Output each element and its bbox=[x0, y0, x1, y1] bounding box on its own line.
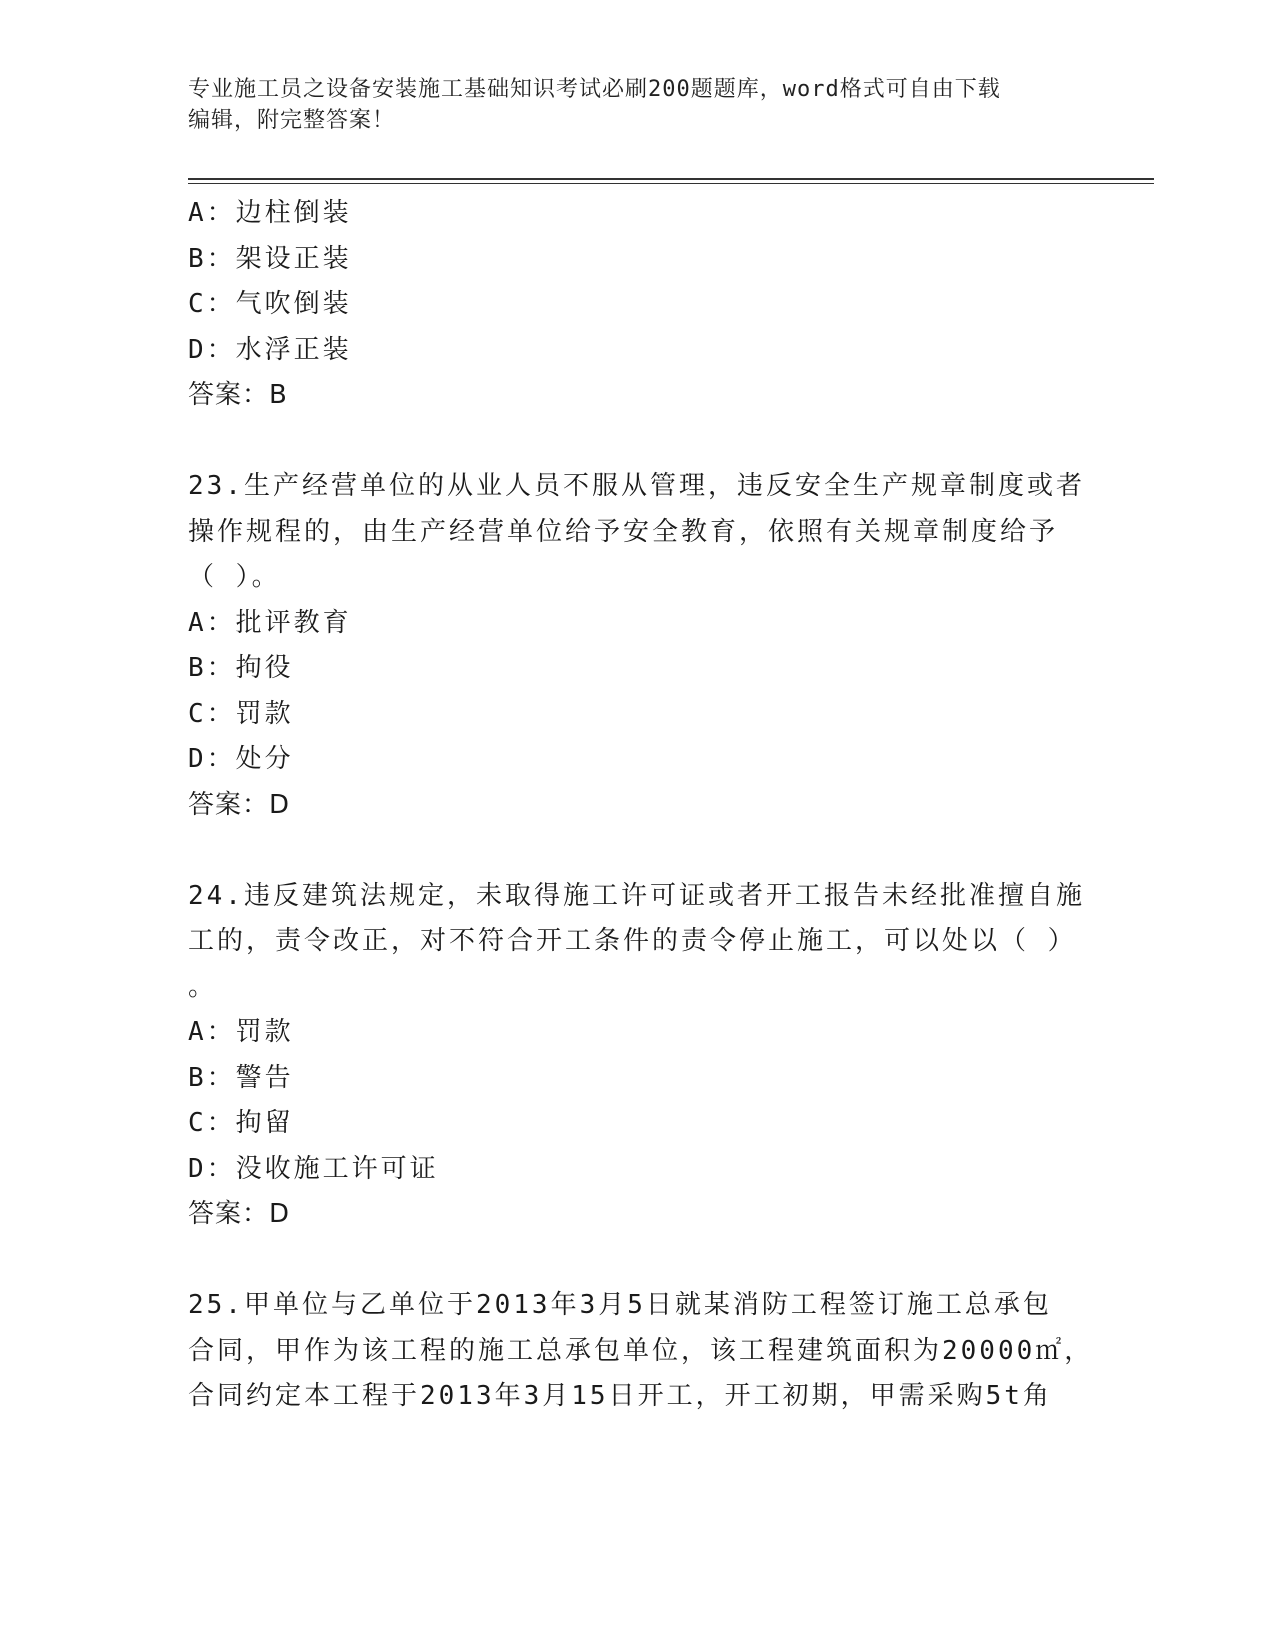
header-line-1: 专业施工员之设备安装施工基础知识考试必刷200题题库，word格式可自由下载 bbox=[188, 77, 1001, 102]
question-stem-line: 合同，甲作为该工程的施工总承包单位，该工程建筑面积为20000㎡， bbox=[188, 1335, 1094, 1366]
question-25 bbox=[188, 1283, 1094, 1420]
answer: 答案：D bbox=[188, 1199, 291, 1229]
question-list bbox=[188, 191, 1094, 1420]
answer: 答案：B bbox=[188, 380, 288, 410]
header-divider-thin bbox=[188, 183, 1154, 184]
option-d: D：水浮正装 bbox=[188, 334, 352, 365]
option-b: B：警告 bbox=[188, 1062, 294, 1093]
question-stem-line: 操作规程的，由生产经营单位给予安全教育，依照有关规章制度给予 bbox=[188, 516, 1059, 547]
option-c: C：气吹倒装 bbox=[188, 289, 352, 319]
spacer bbox=[188, 1238, 1088, 1284]
question-stem-line: 24.违反建筑法规定，未取得施工许可证或者开工报告未经批准擅自施 bbox=[188, 880, 1085, 911]
option-b: B：架设正装 bbox=[188, 243, 352, 274]
spacer bbox=[188, 419, 1088, 465]
answer: 答案：D bbox=[188, 789, 291, 820]
option-d: D：处分 bbox=[188, 744, 294, 774]
question-stem-line: 工的，责令改正，对不符合开工条件的责令停止施工，可以处以（ ） bbox=[188, 926, 1077, 956]
option-a: A：批评教育 bbox=[188, 607, 352, 638]
option-a: A：边柱倒装 bbox=[188, 198, 352, 228]
option-b: B：拘役 bbox=[188, 653, 294, 683]
question-stem-line: 25.甲单位与乙单位于2013年3月5日就某消防工程签订施工总承包 bbox=[188, 1290, 1052, 1320]
option-c: C：拘留 bbox=[188, 1108, 294, 1138]
document-header bbox=[188, 74, 1068, 136]
question-23 bbox=[188, 464, 1088, 828]
option-d: D：没收施工许可证 bbox=[188, 1153, 439, 1184]
question-stem-line: 23.生产经营单位的从业人员不服从管理，违反安全生产规章制度或者 bbox=[188, 471, 1085, 501]
option-a: A：罚款 bbox=[188, 1017, 294, 1047]
question-stem-line: （ ）。 bbox=[188, 562, 281, 592]
question-stem-line: 合同约定本工程于2013年3月15日开工，开工初期，甲需采购5t角 bbox=[188, 1381, 1052, 1411]
question-22 bbox=[188, 191, 1088, 419]
question-stem-line: 。 bbox=[188, 971, 218, 1002]
option-c: C：罚款 bbox=[188, 698, 294, 729]
question-24 bbox=[188, 874, 1088, 1238]
header-divider-thick bbox=[188, 178, 1154, 180]
header-line-2: 编辑，附完整答案！ bbox=[188, 108, 396, 133]
spacer bbox=[188, 828, 1088, 874]
